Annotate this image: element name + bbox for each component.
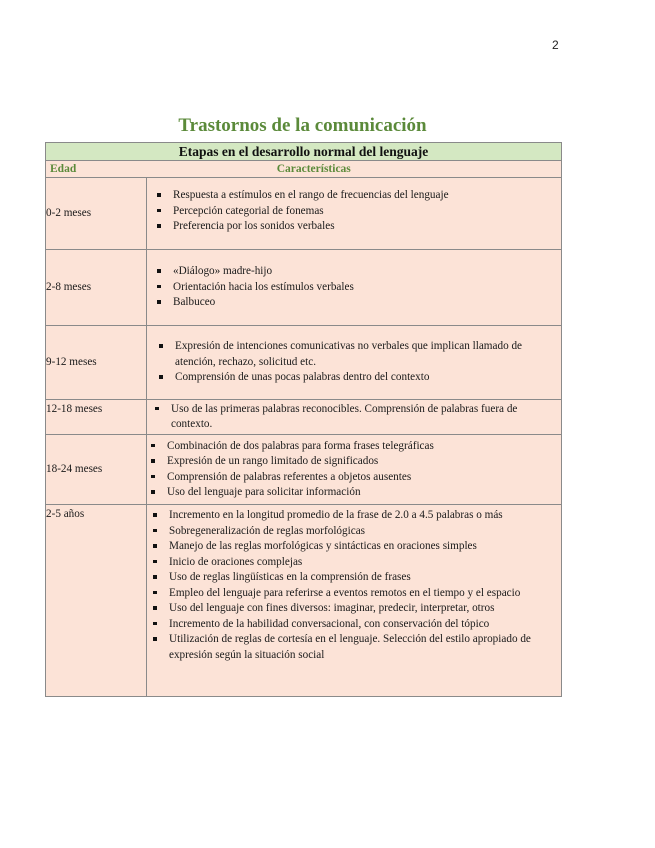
list-item: Utilización de reglas de cortesía en el lenguaje. Selección del estilo apropiado de expresión según la situación social — [145, 632, 559, 663]
list-item: Orientación hacia los estímulos verbales — [149, 280, 561, 296]
list-item: Incremento en la longitud promedio de la frase de 2.0 a 4.5 palabras o más — [145, 508, 559, 524]
table-row — [46, 250, 562, 326]
list-item: Percepción categorial de fonemas — [149, 204, 561, 220]
table-row — [46, 435, 562, 505]
characteristics-list — [143, 439, 561, 501]
document-title: Trastornos de la comunicación — [178, 115, 427, 136]
list-item: Uso del lenguaje con fines diversos: imaginar, predecir, interpretar, otros — [145, 601, 559, 617]
table-row — [46, 178, 562, 250]
age-cell: 2-8 meses — [46, 250, 147, 326]
characteristics-cell — [147, 435, 562, 505]
table-row — [46, 400, 562, 435]
list-item: Inicio de oraciones complejas — [145, 555, 559, 571]
list-item: Empleo del lenguaje para referirse a eventos remotos en el tiempo y el espacio — [145, 586, 559, 602]
list-item: Incremento de la habilidad conversacional, con conservación del tópico — [145, 617, 559, 633]
list-item: Sobregeneralización de reglas morfológicas — [145, 524, 559, 540]
characteristics-cell — [147, 326, 562, 400]
age-cell: 12-18 meses — [46, 400, 147, 435]
list-item: Preferencia por los sonidos verbales — [149, 219, 561, 235]
characteristics-cell — [147, 250, 562, 326]
list-item: Comprensión de unas pocas palabras dentro del contexto — [151, 370, 541, 386]
table-row — [46, 326, 562, 400]
list-item: Uso de las primeras palabras reconocibles. Comprensión de palabras fuera de contexto. — [147, 402, 537, 433]
table-caption: Etapas en el desarrollo normal del lenguaje — [46, 143, 562, 161]
list-item: Manejo de las reglas morfológicas y sintácticas en oraciones simples — [145, 539, 559, 555]
list-item: «Diálogo» madre-hijo — [149, 264, 561, 280]
list-item: Combinación de dos palabras para forma frases telegráficas — [143, 439, 561, 455]
characteristics-cell — [147, 505, 562, 697]
characteristics-list — [147, 188, 561, 235]
characteristics-list — [145, 508, 561, 663]
characteristics-cell — [147, 400, 562, 435]
list-item: Expresión de un rango limitado de significados — [143, 454, 561, 470]
age-cell: 18-24 meses — [46, 435, 147, 505]
header-age: Edad — [46, 161, 147, 178]
characteristics-cell — [147, 178, 562, 250]
list-item: Balbuceo — [149, 295, 561, 311]
characteristics-list — [147, 264, 561, 311]
table-row — [46, 505, 562, 697]
list-item: Expresión de intenciones comunicativas no verbales que implican llamado de atención, rechazo, solicitud etc. — [151, 339, 541, 370]
table-header-row — [46, 161, 562, 178]
characteristics-list — [147, 402, 561, 433]
language-development-table — [45, 142, 562, 697]
list-item: Uso de reglas lingüísticas en la comprensión de frases — [145, 570, 559, 586]
list-item: Uso del lenguaje para solicitar información — [143, 485, 561, 501]
age-cell: 2-5 años — [46, 505, 147, 697]
list-item: Respuesta a estímulos en el rango de frecuencias del lenguaje — [149, 188, 561, 204]
age-cell: 0-2 meses — [46, 178, 147, 250]
age-cell: 9-12 meses — [46, 326, 147, 400]
list-item: Comprensión de palabras referentes a objetos ausentes — [143, 470, 561, 486]
header-characteristics: Características — [147, 161, 562, 178]
characteristics-list — [147, 339, 561, 386]
page-number: 2 — [552, 38, 559, 52]
table-caption-row — [46, 143, 562, 161]
